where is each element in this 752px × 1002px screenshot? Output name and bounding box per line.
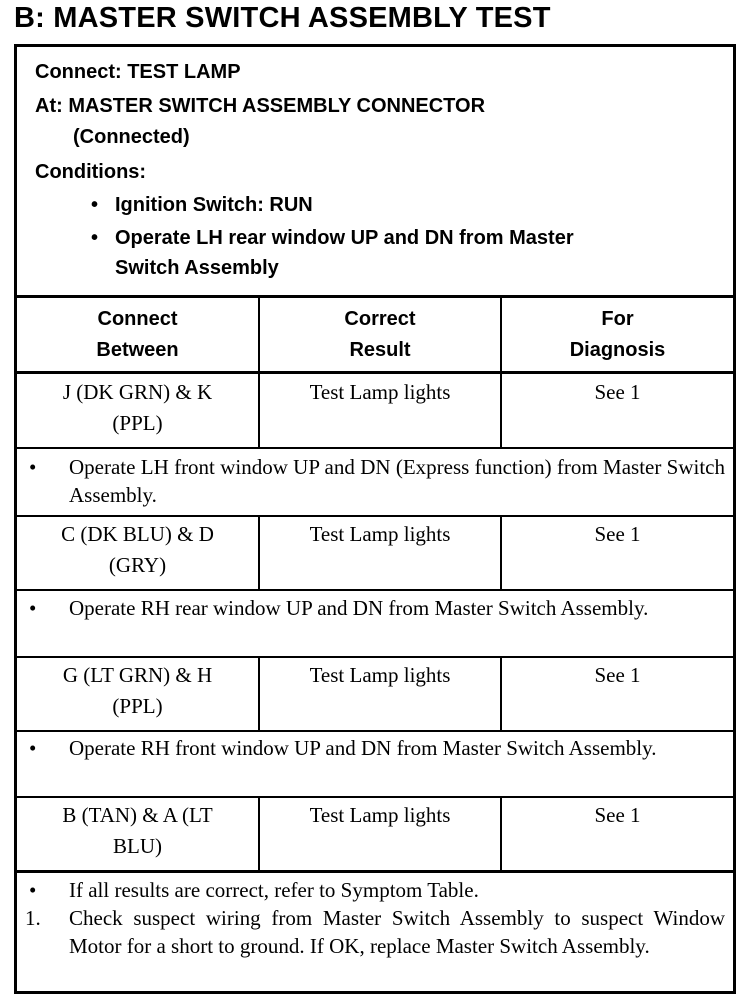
at-line: At: MASTER SWITCH ASSEMBLY CONNECTOR — [35, 95, 486, 117]
table-row-diagnosis: See 1 — [594, 663, 641, 687]
divider — [17, 656, 733, 658]
instruction-bullet: • — [29, 736, 37, 760]
footer-bullet: • — [29, 878, 37, 902]
header-correct-result: Correct Result — [344, 308, 416, 361]
table-row-diagnosis: See 1 — [594, 522, 641, 546]
test-table — [14, 44, 736, 994]
column-divider — [258, 517, 260, 589]
instruction-bullet: • — [29, 596, 37, 620]
column-divider — [500, 658, 502, 730]
column-divider — [500, 798, 502, 870]
header-for-diagnosis: For Diagnosis — [569, 308, 666, 361]
footer-note-1: Check suspect wiring from Master Switch Assembly to suspect Window Motor for a short to ground. If OK, replace Master Switch Assembly. — [69, 906, 725, 958]
header-connect-between: Connect Between — [96, 308, 179, 361]
column-divider — [258, 658, 260, 730]
divider — [17, 730, 733, 732]
column-divider — [258, 798, 260, 870]
table-row-result: Test Lamp lights — [309, 380, 451, 404]
table-row-between: G (LT GRN) & H (PPL) — [62, 663, 213, 718]
condition-item: Switch Assembly — [115, 257, 279, 279]
conditions-label: Conditions: — [35, 161, 147, 183]
column-divider — [500, 297, 502, 371]
table-row-result: Test Lamp lights — [309, 522, 451, 546]
divider — [17, 447, 733, 449]
condition-item: Ignition Switch: RUN — [115, 194, 313, 216]
table-row-diagnosis: See 1 — [594, 380, 641, 404]
divider — [17, 796, 733, 798]
page-title: B: MASTER SWITCH ASSEMBLY TEST — [14, 2, 551, 34]
table-row-between: C (DK BLU) & D (GRY) — [61, 522, 214, 577]
divider — [17, 515, 733, 517]
table-row-result: Test Lamp lights — [309, 663, 451, 687]
column-divider — [500, 517, 502, 589]
condition-bullet: • — [91, 227, 99, 249]
column-divider — [500, 374, 502, 447]
table-row-between: B (TAN) & A (LT BLU) — [62, 803, 213, 858]
connect-line: Connect: TEST LAMP — [35, 61, 241, 83]
condition-item: Operate LH rear window UP and DN from Master — [115, 227, 574, 249]
table-row-between: J (DK GRN) & K (PPL) — [62, 380, 213, 435]
divider — [17, 589, 733, 591]
instruction-text: Operate LH front window UP and DN (Express function) from Master Switch Assembly. — [69, 455, 725, 507]
condition-bullet: • — [91, 194, 99, 216]
column-divider — [258, 297, 260, 371]
instruction-text: Operate RH front window UP and DN from Master Switch Assembly. — [69, 736, 657, 760]
column-divider — [258, 374, 260, 447]
note-number: 1. — [25, 906, 41, 930]
divider — [17, 870, 733, 873]
instruction-bullet: • — [29, 455, 37, 479]
footer-note: If all results are correct, refer to Symptom Table. — [69, 878, 479, 902]
table-row-result: Test Lamp lights — [309, 803, 451, 827]
divider — [17, 371, 733, 374]
divider — [17, 295, 733, 298]
table-row-diagnosis: See 1 — [594, 803, 641, 827]
at-note: (Connected) — [73, 126, 190, 148]
instruction-text: Operate RH rear window UP and DN from Master Switch Assembly. — [69, 596, 649, 620]
